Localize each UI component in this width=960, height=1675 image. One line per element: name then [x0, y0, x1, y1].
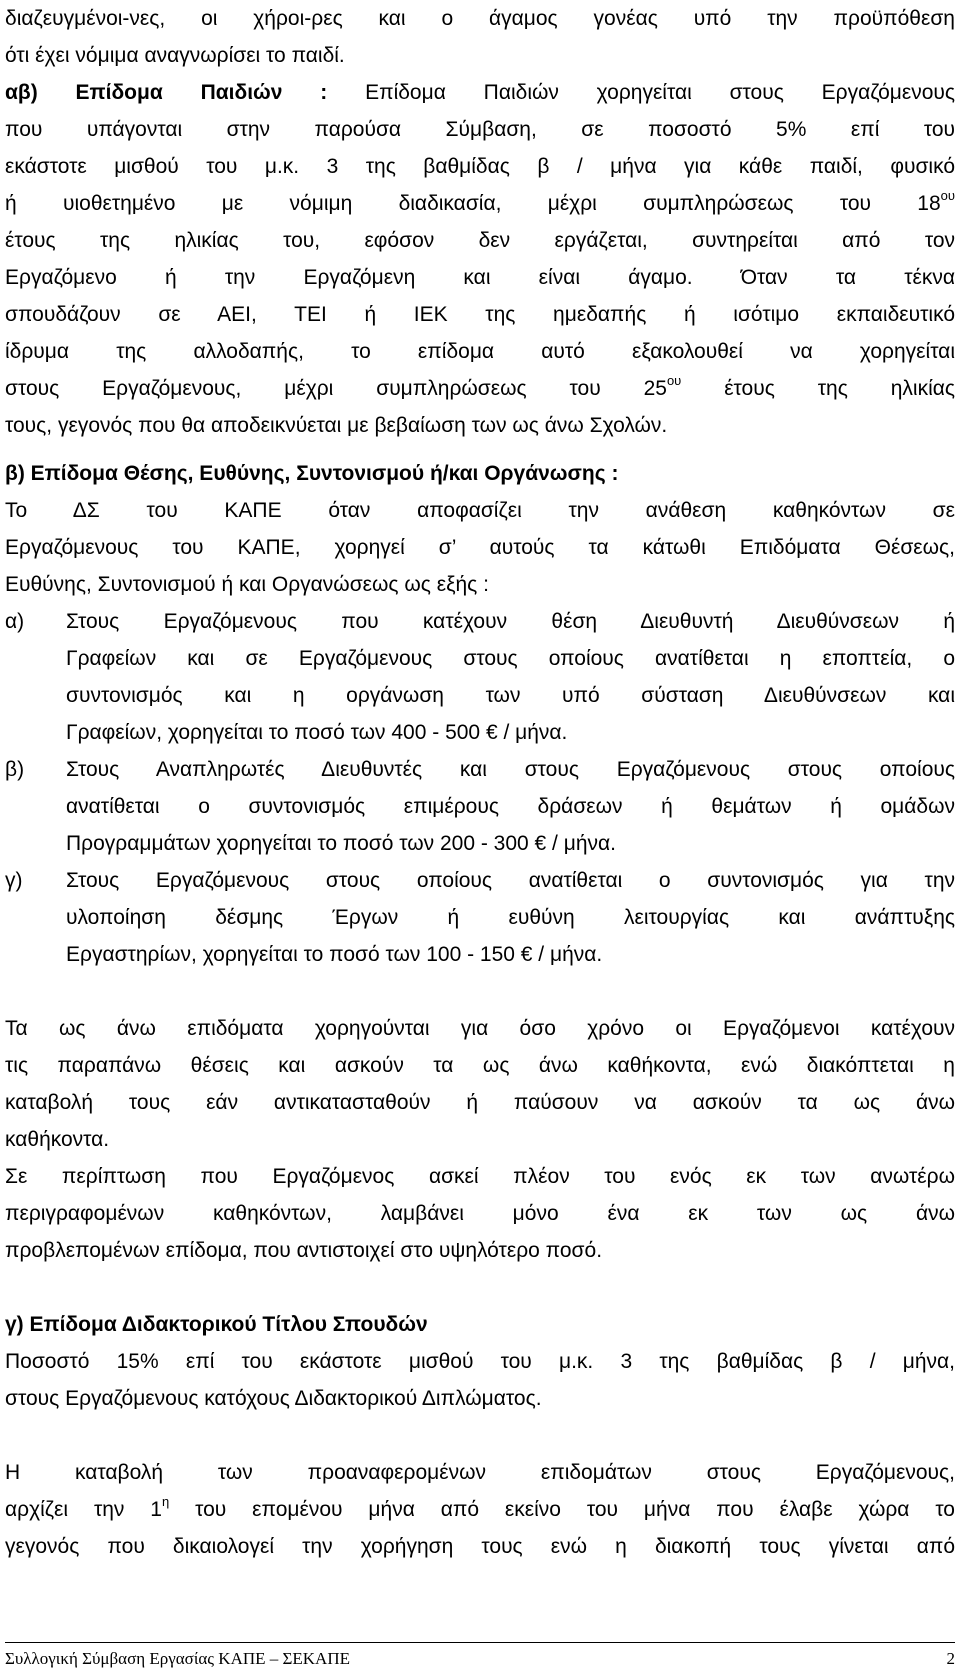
text-line: Στους Εργαζόμενους στους οποίους ανατίθεται ο συντονισμός για την — [66, 869, 955, 892]
text-line: διαζευγμένοι-νες, οι χήροι-ρες και ο άγαμος γονέας υπό την προϋπόθεση — [5, 7, 955, 30]
text-fragment: του επομένου μήνα από εκείνο του μήνα που έλαβε χώρα το — [169, 1498, 955, 1521]
doctorate-allowance-section — [5, 1306, 955, 1417]
text-fragment: στους Εργαζόμενους, μέχρι συμπληρώσεως του 25 — [5, 377, 667, 400]
text-fragment: Επίδομα Παιδιών χορηγείται στους Εργαζόμενους — [365, 81, 955, 104]
text-line — [5, 1491, 955, 1528]
text-line: καταβολή τους εάν αντικατασταθούν ή παύσουν να ασκούν τα ως άνω — [5, 1091, 955, 1114]
allowance-duration-note — [5, 1010, 955, 1269]
section-heading-child-allowance: αβ) Επίδομα Παιδιών : — [5, 81, 328, 104]
section-heading-doctorate-allowance: γ) Επίδομα Διδακτορικού Τίτλου Σπουδών — [5, 1313, 428, 1336]
list-item — [66, 751, 955, 862]
text-line: Γραφείων και σε Εργαζόμενους στους οποίους ανατίθεται η εποπτεία, ο — [66, 647, 955, 670]
list-marker: α) — [5, 610, 25, 633]
text-line: υλοποίηση δέσμης Έργων ή ευθύνη λειτουργίας και ανάπτυξης — [66, 906, 955, 929]
text-line: εκάστοτε μισθού του μ.κ. 3 της βαθμίδας β / μήνα για κάθε παιδί, φυσικό — [5, 155, 955, 178]
list-marker: γ) — [5, 869, 23, 892]
text-line: Τα ως άνω επιδόματα χορηγούνται για όσο χρόνο οι Εργαζόμενοι κατέχουν — [5, 1017, 955, 1040]
text-line: Γραφείων, χορηγείται το ποσό των 400 - 500 € / μήνα. — [66, 721, 568, 744]
text-line: Ευθύνης, Συντονισμού ή και Οργανώσεως ως εξής : — [5, 573, 489, 596]
list-item — [66, 862, 955, 973]
text-line — [5, 74, 955, 111]
text-line: Εργαστηρίων, χορηγείται το ποσό των 100 - 150 € / μήνα. — [66, 943, 603, 966]
ordinal-suffix: ου — [940, 188, 955, 203]
section-heading-position-allowance: β) Επίδομα Θέσης, Ευθύνης, Συντονισμού ή/και Οργάνωσης : — [5, 462, 619, 485]
text-line: ίδρυμα της αλλοδαπής, το επίδομα αυτό εξακολουθεί να χορηγείται — [5, 340, 955, 363]
text-line: συντονισμός και η οργάνωση των υπό σύσταση Διευθύνσεων και — [66, 684, 955, 707]
payment-start-note — [5, 1454, 955, 1565]
text-line: Στους Εργαζόμενους που κατέχουν θέση Διευθυντή Διευθύνσεων ή — [66, 610, 955, 633]
text-line: προβλεπομένων επίδομα, που αντιστοιχεί στο υψηλότερο ποσό. — [5, 1239, 603, 1262]
text-line: Εργαζόμενο ή την Εργαζόμενη και είναι άγαμο. Όταν τα τέκνα — [5, 266, 955, 289]
text-line: Προγραμμάτων χορηγείται το ποσό των 200 - 300 € / μήνα. — [66, 832, 616, 855]
text-line: Στους Αναπληρωτές Διευθυντές και στους Εργαζόμενους στους οποίους — [66, 758, 955, 781]
list-marker: β) — [5, 758, 25, 781]
position-allowance-section — [5, 455, 955, 603]
child-allowance-section — [5, 0, 955, 444]
ordinal-suffix: ου — [666, 373, 682, 388]
ordinal-suffix: η — [162, 1494, 170, 1509]
footer-title: Συλλογική Σύμβαση Εργασίας ΚΑΠΕ – ΣΕΚΑΠΕ — [5, 1649, 350, 1668]
text-line: ανατίθεται ο συντονισμός επιμέρους δράσεων ή θεμάτων ή ομάδων — [66, 795, 955, 818]
text-line — [5, 370, 955, 407]
text-line: έτους της ηλικίας του, εφόσον δεν εργάζεται, συντηρείται από τον — [5, 229, 955, 252]
footer-divider — [5, 1642, 955, 1643]
text-line: Η καταβολή των προαναφερομένων επιδομάτων στους Εργαζόμενους, — [5, 1461, 955, 1484]
page-number: 2 — [946, 1649, 955, 1668]
text-fragment: έτους της ηλικίας — [681, 377, 955, 400]
text-line: καθήκοντα. — [5, 1128, 110, 1151]
text-line: Σε περίπτωση που Εργαζόμενος ασκεί πλέον του ενός εκ των ανωτέρω — [5, 1165, 955, 1188]
text-line: Το ΔΣ του ΚΑΠΕ όταν αποφασίζει την ανάθεση καθηκόντων σε — [5, 499, 955, 522]
page-footer — [5, 1647, 955, 1671]
text-line: τις παραπάνω θέσεις και ασκούν τα ως άνω καθήκοντα, ενώ διακόπτεται η — [5, 1054, 955, 1077]
text-fragment: ή υιοθετημένο με νόμιμη διαδικασία, μέχρι συμπληρώσεως του 18 — [5, 192, 941, 215]
text-line: γεγονός που δικαιολογεί την χορήγηση τους ενώ η διακοπή τους γίνεται από — [5, 1535, 955, 1558]
text-line: σπουδάζουν σε ΑΕΙ, ΤΕΙ ή ΙΕΚ της ημεδαπής ή ισότιμο εκπαιδευτικό — [5, 303, 955, 326]
text-line — [5, 185, 955, 222]
text-fragment: αρχίζει την 1 — [5, 1498, 162, 1521]
list-item — [66, 603, 955, 751]
text-line: που υπάγονται στην παρούσα Σύμβαση, σε ποσοστό 5% επί του — [5, 118, 955, 141]
text-line: Ποσοστό 15% επί του εκάστοτε μισθού του μ.κ. 3 της βαθμίδας β / μήνα, — [5, 1350, 955, 1373]
text-line: Εργαζόμενους του ΚΑΠΕ, χορηγεί σ’ αυτούς τα κάτωθι Επιδόματα Θέσεως, — [5, 536, 955, 559]
text-line: περιγραφομένων καθηκόντων, λαμβάνει μόνο ένα εκ των ως άνω — [5, 1202, 955, 1225]
text-line: στους Εργαζόμενους κατόχους Διδακτορικού Διπλώματος. — [5, 1387, 542, 1410]
text-line: τους, γεγονός που θα αποδεικνύεται με βεβαίωση των ως άνω Σχολών. — [5, 414, 668, 437]
text-line: ότι έχει νόμιμα αναγνωρίσει το παιδί. — [5, 44, 345, 67]
